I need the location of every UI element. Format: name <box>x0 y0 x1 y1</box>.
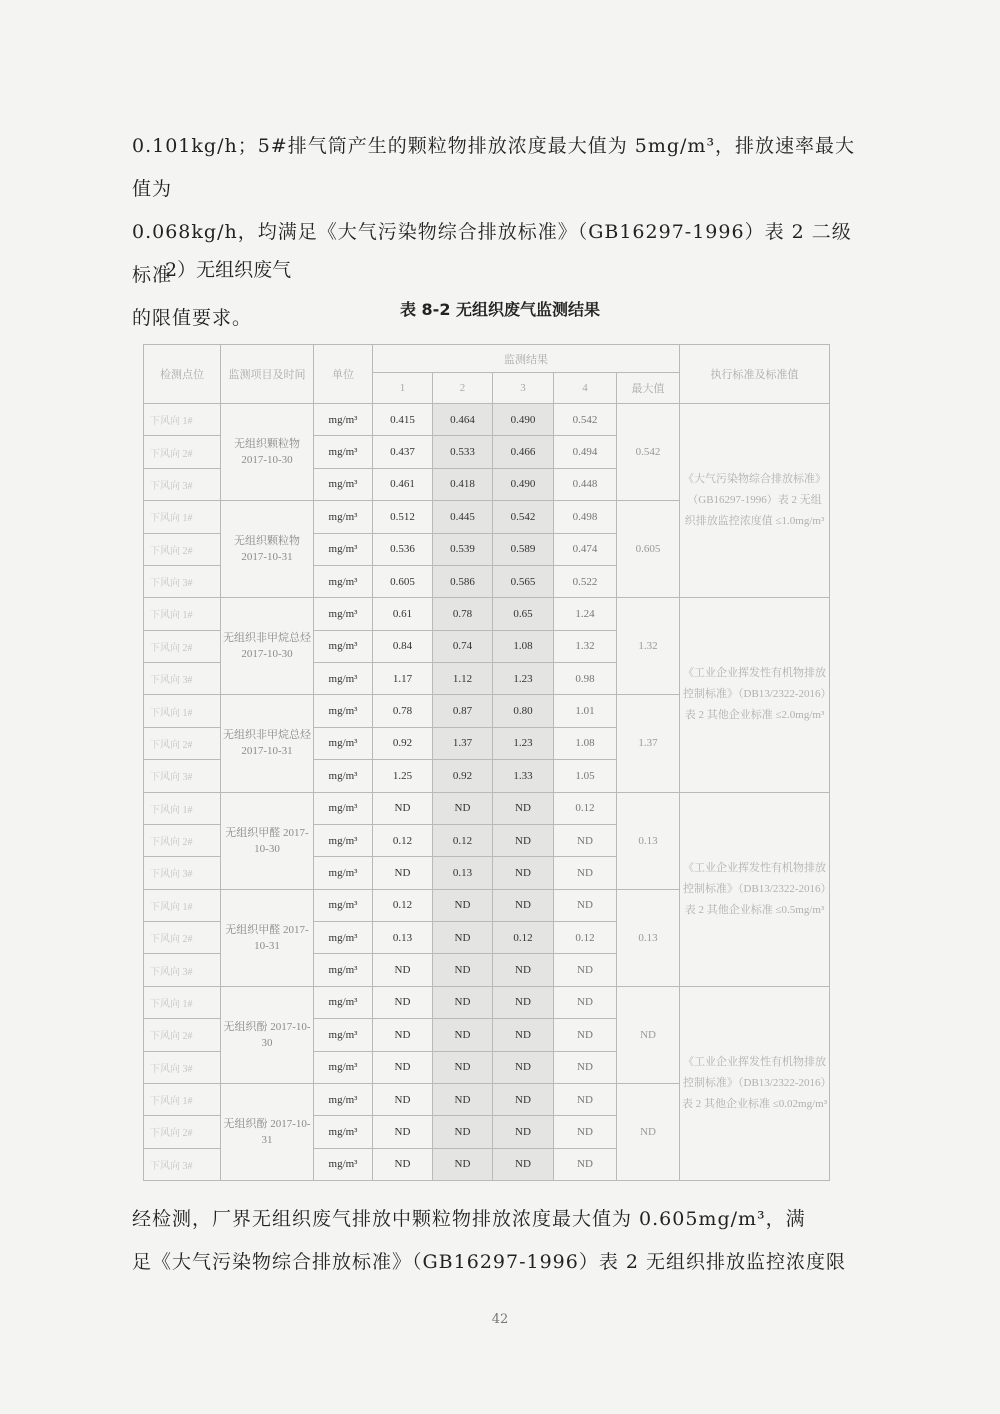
cell-unit: mg/m³ <box>314 760 373 792</box>
cell-value: ND <box>373 954 433 986</box>
cell-value: 0.74 <box>433 630 493 662</box>
cell-value: ND <box>433 1148 493 1180</box>
cell-standard: 《大气污染物综合排放标准》（GB16297-1996）表 2 无组织排放监控浓度值 ≤1.0mg/m³ <box>680 404 830 598</box>
cell-value: ND <box>373 1019 433 1051</box>
cell-point: 下风向 1# <box>144 501 221 533</box>
cell-value: ND <box>373 1148 433 1180</box>
cell-value: ND <box>493 1019 554 1051</box>
cell-value: 0.498 <box>554 501 617 533</box>
cell-value: ND <box>493 1116 554 1148</box>
cell-point: 下风向 3# <box>144 565 221 597</box>
cell-unit: mg/m³ <box>314 954 373 986</box>
header-point: 检测点位 <box>144 345 221 404</box>
cell-max: 0.542 <box>617 404 680 501</box>
cell-value: 0.512 <box>373 501 433 533</box>
cell-value: ND <box>554 1148 617 1180</box>
cell-point: 下风向 2# <box>144 824 221 856</box>
cell-unit: mg/m³ <box>314 533 373 565</box>
cell-value: ND <box>493 889 554 921</box>
cell-value: 0.13 <box>433 857 493 889</box>
cell-max: 0.13 <box>617 792 680 889</box>
cell-value: ND <box>554 857 617 889</box>
cell-value: 0.494 <box>554 436 617 468</box>
cell-max: ND <box>617 986 680 1083</box>
cell-unit: mg/m³ <box>314 792 373 824</box>
cell-point: 下风向 2# <box>144 1019 221 1051</box>
cell-value: ND <box>373 986 433 1018</box>
cell-point: 下风向 2# <box>144 1116 221 1148</box>
cell-value: ND <box>433 954 493 986</box>
cell-value: 0.84 <box>373 630 433 662</box>
cell-value: 0.12 <box>554 792 617 824</box>
cell-value: ND <box>433 792 493 824</box>
cell-value: ND <box>493 954 554 986</box>
cell-value: 0.418 <box>433 468 493 500</box>
cell-unit: mg/m³ <box>314 824 373 856</box>
text-line: 经检测，厂界无组织废气排放中颗粒物排放浓度最大值为 0.605mg/m³，满 <box>132 1208 806 1230</box>
cell-value: 1.32 <box>554 630 617 662</box>
cell-point: 下风向 1# <box>144 889 221 921</box>
cell-item: 无组织颗粒物 2017-10-31 <box>221 501 314 598</box>
cell-point: 下风向 3# <box>144 663 221 695</box>
cell-point: 下风向 1# <box>144 598 221 630</box>
cell-point: 下风向 1# <box>144 792 221 824</box>
header-col-2: 2 <box>433 373 493 404</box>
cell-value: ND <box>493 792 554 824</box>
cell-value: 0.466 <box>493 436 554 468</box>
cell-value: 1.23 <box>493 727 554 759</box>
cell-unit: mg/m³ <box>314 1051 373 1083</box>
cell-unit: mg/m³ <box>314 630 373 662</box>
cell-value: 0.12 <box>373 889 433 921</box>
table-row <box>144 986 830 1018</box>
cell-value: ND <box>493 824 554 856</box>
cell-value: 0.12 <box>373 824 433 856</box>
cell-value: 0.445 <box>433 501 493 533</box>
header-results: 监测结果 <box>373 345 680 373</box>
cell-point: 下风向 1# <box>144 986 221 1018</box>
cell-max: 1.37 <box>617 695 680 792</box>
cell-value: 0.461 <box>373 468 433 500</box>
cell-value: 0.12 <box>433 824 493 856</box>
cell-value: 0.12 <box>554 922 617 954</box>
cell-value: 0.98 <box>554 663 617 695</box>
cell-value: ND <box>554 1083 617 1115</box>
cell-unit: mg/m³ <box>314 598 373 630</box>
text-line: 的限值要求。 <box>132 307 253 329</box>
cell-value: ND <box>373 792 433 824</box>
cell-point: 下风向 2# <box>144 533 221 565</box>
cell-value: 1.17 <box>373 663 433 695</box>
cell-value: 1.25 <box>373 760 433 792</box>
cell-value: 0.542 <box>554 404 617 436</box>
conclusion-paragraph <box>132 1198 862 1284</box>
cell-value: ND <box>433 1051 493 1083</box>
cell-value: 1.08 <box>493 630 554 662</box>
cell-item: 无组织酚 2017-10-30 <box>221 986 314 1083</box>
cell-point: 下风向 2# <box>144 727 221 759</box>
cell-value: ND <box>493 1148 554 1180</box>
cell-value: ND <box>373 857 433 889</box>
cell-value: 0.542 <box>493 501 554 533</box>
cell-value: ND <box>554 986 617 1018</box>
table-caption: 表 8-2 无组织废气监测结果 <box>399 300 601 319</box>
cell-value: 0.533 <box>433 436 493 468</box>
cell-value: 0.448 <box>554 468 617 500</box>
cell-item: 无组织非甲烷总烃 2017-10-30 <box>221 598 314 695</box>
cell-unit: mg/m³ <box>314 695 373 727</box>
cell-value: ND <box>554 824 617 856</box>
cell-value: 0.92 <box>433 760 493 792</box>
cell-unit: mg/m³ <box>314 1083 373 1115</box>
cell-value: ND <box>433 922 493 954</box>
text-line: 0.068kg/h，均满足《大气污染物综合排放标准》（GB16297-1996）表 2 二级标准 <box>132 221 852 286</box>
cell-unit: mg/m³ <box>314 1116 373 1148</box>
cell-unit: mg/m³ <box>314 468 373 500</box>
cell-unit: mg/m³ <box>314 501 373 533</box>
header-col-max: 最大值 <box>617 373 680 404</box>
cell-value: ND <box>554 1051 617 1083</box>
cell-item: 无组织甲醛 2017-10-31 <box>221 889 314 986</box>
cell-value: ND <box>554 1019 617 1051</box>
cell-value: 0.589 <box>493 533 554 565</box>
cell-unit: mg/m³ <box>314 565 373 597</box>
header-col-3: 3 <box>493 373 554 404</box>
cell-item: 无组织甲醛 2017-10-30 <box>221 792 314 889</box>
cell-value: ND <box>433 986 493 1018</box>
cell-point: 下风向 3# <box>144 760 221 792</box>
cell-point: 下风向 3# <box>144 954 221 986</box>
cell-point: 下风向 2# <box>144 922 221 954</box>
cell-value: ND <box>373 1051 433 1083</box>
cell-point: 下风向 2# <box>144 436 221 468</box>
header-item: 监测项目及时间 <box>221 345 314 404</box>
cell-value: ND <box>373 1116 433 1148</box>
cell-value: 0.522 <box>554 565 617 597</box>
cell-value: 0.78 <box>433 598 493 630</box>
page-number: 42 <box>491 1312 509 1327</box>
cell-value: 0.78 <box>373 695 433 727</box>
cell-value: 0.605 <box>373 565 433 597</box>
cell-point: 下风向 3# <box>144 1148 221 1180</box>
cell-value: 1.12 <box>433 663 493 695</box>
cell-value: ND <box>433 889 493 921</box>
cell-value: 0.565 <box>493 565 554 597</box>
cell-value: 0.539 <box>433 533 493 565</box>
cell-value: ND <box>554 1116 617 1148</box>
cell-value: 0.490 <box>493 404 554 436</box>
cell-point: 下风向 3# <box>144 1051 221 1083</box>
monitoring-table <box>143 344 830 1181</box>
cell-value: ND <box>554 889 617 921</box>
cell-point: 下风向 3# <box>144 857 221 889</box>
cell-value: ND <box>493 1051 554 1083</box>
cell-value: 0.80 <box>493 695 554 727</box>
cell-value: 0.437 <box>373 436 433 468</box>
cell-value: ND <box>493 1083 554 1115</box>
cell-unit: mg/m³ <box>314 922 373 954</box>
cell-value: ND <box>554 954 617 986</box>
cell-value: 1.33 <box>493 760 554 792</box>
cell-unit: mg/m³ <box>314 404 373 436</box>
header-standard: 执行标准及标准值 <box>680 345 830 404</box>
cell-unit: mg/m³ <box>314 857 373 889</box>
cell-value: 1.23 <box>493 663 554 695</box>
cell-value: 0.13 <box>373 922 433 954</box>
cell-item: 无组织颗粒物 2017-10-30 <box>221 404 314 501</box>
header-unit: 单位 <box>314 345 373 404</box>
cell-standard: 《工业企业挥发性有机物排放控制标准》（DB13/2322-2016）表 2 其他企业标准 ≤0.5mg/m³ <box>680 792 830 986</box>
cell-value: 0.490 <box>493 468 554 500</box>
cell-value: 0.586 <box>433 565 493 597</box>
cell-value: 1.24 <box>554 598 617 630</box>
cell-max: ND <box>617 1083 680 1180</box>
cell-unit: mg/m³ <box>314 1019 373 1051</box>
cell-value: 0.65 <box>493 598 554 630</box>
text-line: 足《大气污染物综合排放标准》（GB16297-1996）表 2 无组织排放监控浓度限 <box>132 1251 847 1273</box>
table-body <box>144 404 830 1181</box>
cell-value: 0.61 <box>373 598 433 630</box>
cell-value: 0.415 <box>373 404 433 436</box>
cell-value: 0.474 <box>554 533 617 565</box>
cell-standard: 《工业企业挥发性有机物排放控制标准》（DB13/2322-2016）表 2 其他企业标准 ≤0.02mg/m³ <box>680 986 830 1180</box>
cell-value: 1.08 <box>554 727 617 759</box>
cell-point: 下风向 1# <box>144 1083 221 1115</box>
cell-value: ND <box>373 1083 433 1115</box>
header-col-1: 1 <box>373 373 433 404</box>
cell-unit: mg/m³ <box>314 889 373 921</box>
table-row <box>144 598 830 630</box>
header-col-4: 4 <box>554 373 617 404</box>
cell-value: ND <box>433 1019 493 1051</box>
table-row <box>144 792 830 824</box>
cell-point: 下风向 1# <box>144 695 221 727</box>
cell-unit: mg/m³ <box>314 1148 373 1180</box>
cell-value: 0.12 <box>493 922 554 954</box>
cell-max: 0.605 <box>617 501 680 598</box>
cell-value: ND <box>493 857 554 889</box>
table-row <box>144 404 830 436</box>
text-line: 0.101kg/h；5#排气筒产生的颗粒物排放浓度最大值为 5mg/m³，排放速率最大值为 <box>132 135 856 200</box>
cell-value: ND <box>433 1083 493 1115</box>
cell-point: 下风向 1# <box>144 404 221 436</box>
cell-item: 无组织酚 2017-10-31 <box>221 1083 314 1180</box>
cell-point: 下风向 2# <box>144 630 221 662</box>
cell-value: 0.464 <box>433 404 493 436</box>
cell-max: 0.13 <box>617 889 680 986</box>
section-heading: 2）无组织废气 <box>165 259 292 281</box>
cell-value: 0.536 <box>373 533 433 565</box>
cell-unit: mg/m³ <box>314 986 373 1018</box>
cell-value: ND <box>493 986 554 1018</box>
cell-value: 1.05 <box>554 760 617 792</box>
cell-value: 0.87 <box>433 695 493 727</box>
cell-unit: mg/m³ <box>314 727 373 759</box>
cell-value: 0.92 <box>373 727 433 759</box>
cell-unit: mg/m³ <box>314 663 373 695</box>
cell-value: ND <box>433 1116 493 1148</box>
cell-point: 下风向 3# <box>144 468 221 500</box>
cell-value: 1.37 <box>433 727 493 759</box>
cell-item: 无组织非甲烷总烃 2017-10-31 <box>221 695 314 792</box>
cell-unit: mg/m³ <box>314 436 373 468</box>
cell-value: 1.01 <box>554 695 617 727</box>
cell-standard: 《工业企业挥发性有机物排放控制标准》（DB13/2322-2016）表 2 其他企业标准 ≤2.0mg/m³ <box>680 598 830 792</box>
cell-max: 1.32 <box>617 598 680 695</box>
